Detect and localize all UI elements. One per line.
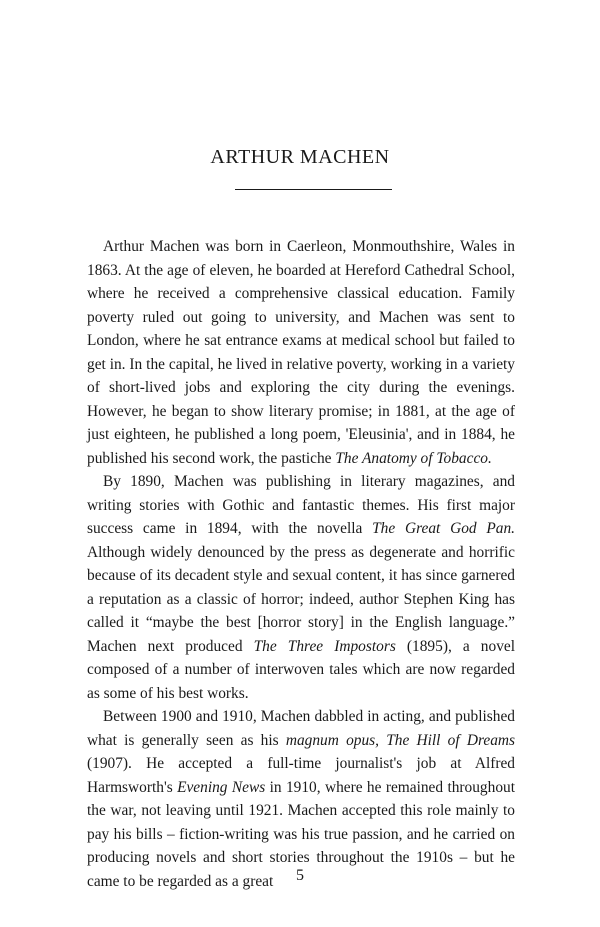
italic-run: magnum opus, The Hill of Dreams xyxy=(285,731,515,749)
italic-run: The Great God Pan. xyxy=(372,520,515,537)
italic-run: The Anatomy of Tobacco. xyxy=(335,449,492,467)
italic-run: Evening News xyxy=(177,778,266,796)
title-rule xyxy=(235,189,392,190)
body-text xyxy=(87,235,515,893)
paragraph: By 1890, Machen was publishing in literary magazines, and writing stories with Gothic and fantastic themes. His first major success came in 1894, with the novella The Great God Pan. Although widely denounced by the press as degenerate and horrific because of its decadent style and sexual content, it has since garnered a reputation as a classic of horror; indeed, author Stephen King has called it “maybe the best [horror story] in the English language.” Machen next produced The Three Impostors (1895), a novel composed of a number of interwoven tales which are now regarded as some of his best works. xyxy=(87,473,516,702)
chapter-title: ARTHUR MACHEN xyxy=(210,146,390,168)
page-number: 5 xyxy=(296,867,304,884)
paragraph: Arthur Machen was born in Caerleon, Monmouthshire, Wales in 1863. At the age of eleven, he boarded at Hereford Cathedral School, where he received a comprehensive classical education. Family poverty ruled out going to university, and Machen was sent to London, where he sat entrance exams at medical school but failed to get in. In the capital, he lived in relative poverty, working in a variety of short-lived jobs and exploring the city during the evenings. However, he began to show literary promise; in 1881, at the age of just eighteen, he published a long poem, 'Eleusinia', and in 1884, he published his second work, the pastiche The Anatomy of Tobacco. xyxy=(87,238,515,467)
paragraph: Between 1900 and 1910, Machen dabbled in acting, and published what is generally seen as his magnum opus, The Hill of Dreams (1907). He accepted a full-time journalist's job at Alfred Harmsworth's Evening News in 1910, where he remained throughout the war, not leaving until 1921. Machen accepted this role mainly to pay his bills – fiction-writing was his true passion, and he carried on producing novels and short stories throughout the 1910s – but he came to be regarded as a great xyxy=(87,708,515,890)
italic-run: The Three Impostors xyxy=(253,637,396,655)
